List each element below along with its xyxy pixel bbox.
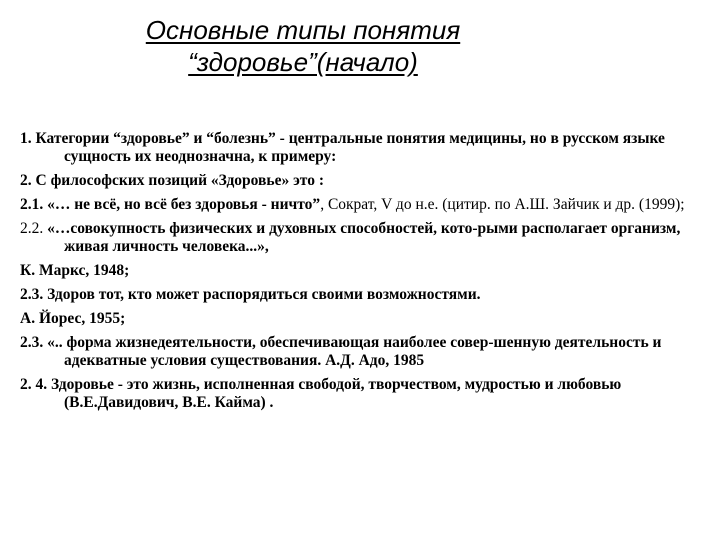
list-item-6: 2.3. Здоров тот, кто может распорядиться своими возможностями. [20,286,481,303]
list-item-7: А. Йорес, 1955; [20,310,126,327]
list-item-4 [20,220,710,256]
title-line-1: Основные типы понятия [145,15,461,45]
list-item-2: 2. С философских позиций «Здоровье» это : [20,172,324,189]
list-item-9: 2. 4. Здоровье - это жизнь, исполненная свободой, творчеством, мудростью и любовью (В.Е.Давидович, В.Е. Кайма) . [20,376,622,411]
title-line-2: “здоровье”(начало) [188,47,418,77]
slide-title [0,14,606,78]
quote-socrates: 2.1. «… не всё, но всё без здоровья - ничто” [20,196,321,213]
list-item-5: К. Маркс, 1948; [20,262,130,279]
list-item-8: 2.3. «.. форма жизнедеятельности, обеспечивающая наиболее совер-шенную деятельность и адекватные условия существования. А.Д. Адо, 1985 [20,334,662,369]
list-item-3 [20,196,710,214]
list-item-1: 1. Категории “здоровье” и “болезнь” - центральные понятия медицины, но в русском языке сущность их неоднозначна, к примеру: [20,130,665,165]
citation-socrates: , Сократ, V до н.е. (цитир. по А.Ш. Зайчик и др. (1999); [320,196,685,213]
quote-marx: «…совокупность физических и духовных способностей, кото-рыми располагает организм, живая личность человека...», [47,220,681,255]
item-number: 2.2. [20,220,48,237]
slide-content [20,130,710,418]
